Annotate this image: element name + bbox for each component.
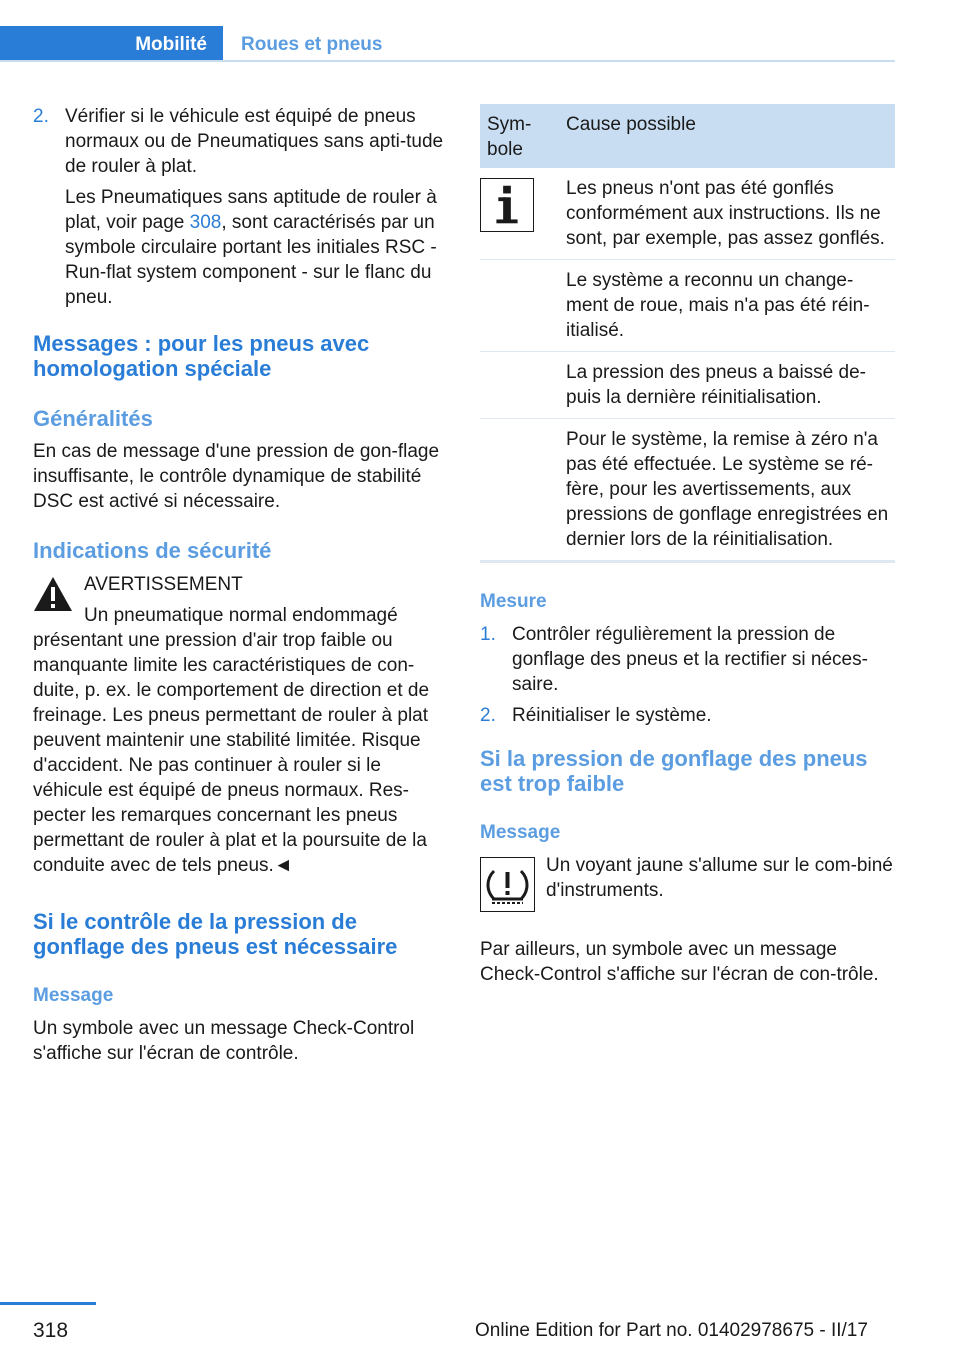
footer-rule	[0, 1302, 96, 1305]
column-header-cause: Cause possible	[566, 114, 696, 135]
table-row	[480, 260, 895, 352]
warning-text: Un pneumatique normal endommagé présentant une pression d'air trop faible ou manquante limite les caractéristiques de con-duite, p. ex. le comportement de direction et de freinage. Les pneus permettant de rouler à plat peuvent maintenir une stabilité limitée. Risque d'accident. Ne pas continuer à rouler si le véhicule est équipé de pneus normaux. Res-pecter les remarques concernant les pneus permettant de rouler à plat et la poursuite de la conduite avec de tels pneus.◄	[33, 605, 430, 876]
section-heading: Messages : pour les pneus avec homologation spéciale	[33, 331, 370, 381]
list-item	[480, 622, 895, 697]
subsection-heading: Message	[480, 822, 561, 843]
tire-pressure-warning-icon	[480, 857, 535, 912]
table-row	[480, 419, 895, 560]
warning-block	[33, 572, 445, 878]
table-cell: La pression des pneus a baissé de-puis la dernière réinitialisation.	[566, 362, 866, 408]
warning-title: AVERTISSEMENT	[84, 574, 243, 595]
subsection-heading: Message	[33, 985, 114, 1006]
table-cell: Pour le système, la remise à zéro n'a pas été effectuée. Le système se ré-fère, pour les avertissements, aux pressions de gonflage enregistrées en dernier lors de la réinitialisation.	[566, 429, 889, 550]
table-row	[480, 352, 895, 419]
list-item	[33, 104, 445, 310]
paragraph: Un symbole avec un message Check-Control s'affiche sur l'écran de contrôle.	[33, 1018, 415, 1064]
item-text: Vérifier si le véhicule est équipé de pneus normaux ou de Pneumatiques sans apti-tude de rouler à plat.	[65, 106, 444, 177]
item-text: Réinitialiser le système.	[512, 705, 712, 726]
left-column	[33, 104, 445, 1066]
tab-mobilite[interactable]: Mobilité	[0, 26, 223, 62]
info-icon	[480, 178, 534, 232]
table-cell: Le système a reconnu un change-ment de roue, mais n'a pas été réin-itialisé.	[566, 270, 870, 341]
section-heading: Si le contrôle de la pression de gonflage des pneus est nécessaire	[33, 909, 398, 959]
table-bottom-rule	[480, 560, 895, 563]
tab-roues-et-pneus[interactable]: Roues et pneus	[241, 33, 383, 55]
paragraph: Un voyant jaune s'allume sur le com-biné d'instruments.	[546, 855, 893, 901]
page-number: 318	[33, 1319, 69, 1342]
edition-note: Online Edition for Part no. 01402978675 - II/17	[475, 1320, 868, 1341]
subsection-heading: Mesure	[480, 591, 547, 612]
paragraph: En cas de message d'une pression de gon-flage insuffisante, le contrôle dynamique de stabilité DSC est activé si nécessaire.	[33, 441, 440, 512]
subsection-heading: Généralités	[33, 406, 153, 431]
warning-triangle-icon	[33, 576, 73, 612]
right-column	[480, 104, 895, 987]
paragraph: Par ailleurs, un symbole avec un message Check-Control s'affiche sur l'écran de con-trôle.	[480, 939, 879, 985]
item-number: 2.	[33, 106, 49, 127]
header-rule	[0, 60, 895, 62]
item-number: 1.	[480, 624, 496, 645]
message-block	[480, 853, 895, 937]
column-header-symbol: Sym-bole	[487, 114, 532, 160]
table-header	[480, 104, 895, 168]
table-cell: Les pneus n'ont pas été gonflés conformément aux instructions. Ils ne sont, par exemple, pas assez gonflés.	[566, 178, 885, 249]
section-heading: Si la pression de gonflage des pneus est trop faible	[480, 746, 868, 796]
item-text: Contrôler régulièrement la pression de gonflage des pneus et la rectifier si néces-saire.	[512, 624, 868, 695]
list-item	[480, 703, 895, 728]
table-row	[480, 168, 895, 260]
subsection-heading: Indications de sécurité	[33, 538, 272, 563]
item-number: 2.	[480, 705, 496, 726]
item-text-rsc: Les Pneumatiques sans aptitude de rouler à plat, voir page 308, sont caractérisés par un symbole circulaire portant les initiales RSC - Run-flat system component - sur le flanc du pneu.	[65, 187, 437, 308]
page-link[interactable]: 308	[189, 212, 222, 233]
